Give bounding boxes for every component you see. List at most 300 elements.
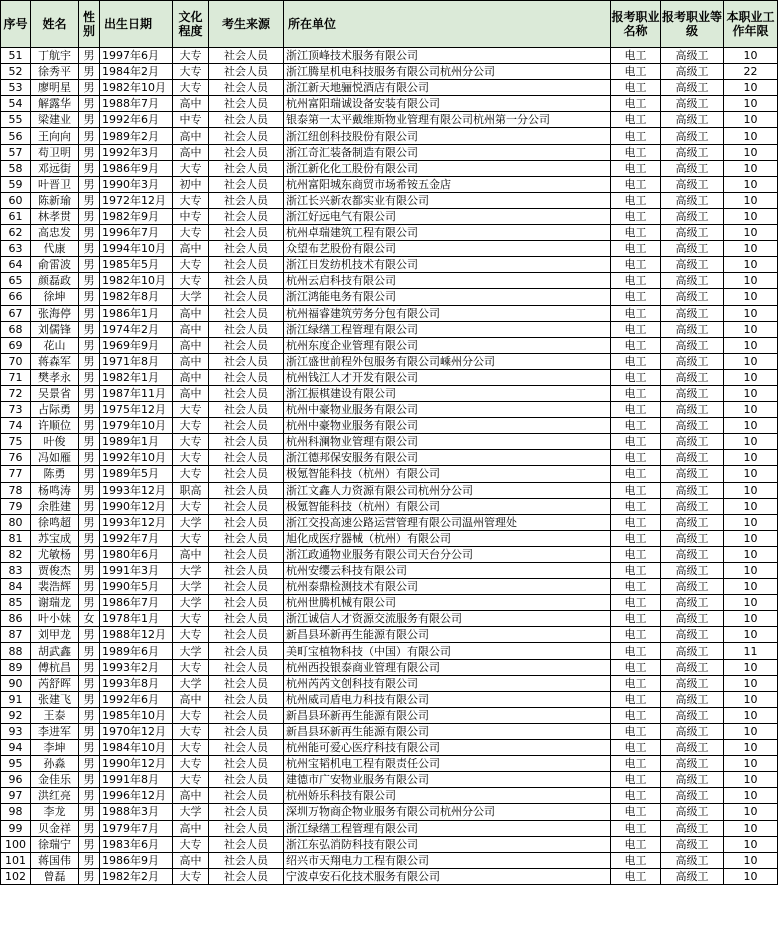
cell-birth: 1979年7月	[100, 820, 173, 836]
cell-birth: 1986年7月	[100, 595, 173, 611]
cell-level: 高级工	[661, 225, 724, 241]
cell-level: 高级工	[661, 353, 724, 369]
cell-seq: 68	[1, 321, 31, 337]
cell-source: 社会人员	[209, 868, 284, 884]
cell-edu: 大专	[173, 498, 209, 514]
cell-gender: 男	[79, 80, 100, 96]
cell-job: 电工	[611, 48, 661, 64]
cell-level: 高级工	[661, 369, 724, 385]
table-row	[1, 691, 778, 707]
cell-seq: 70	[1, 353, 31, 369]
cell-unit: 杭州东度企业管理有限公司	[284, 337, 611, 353]
cell-years: 10	[724, 96, 778, 112]
cell-years: 10	[724, 611, 778, 627]
cell-unit: 杭州世腾机械有限公司	[284, 595, 611, 611]
cell-unit: 杭州卓瑞建筑工程有限公司	[284, 225, 611, 241]
table-row	[1, 868, 778, 884]
cell-job: 电工	[611, 208, 661, 224]
cell-years: 10	[724, 450, 778, 466]
cell-seq: 52	[1, 64, 31, 80]
cell-job: 电工	[611, 96, 661, 112]
cell-birth: 1978年1月	[100, 611, 173, 627]
cell-name: 孙淼	[31, 756, 79, 772]
cell-years: 10	[724, 820, 778, 836]
cell-job: 电工	[611, 675, 661, 691]
cell-years: 10	[724, 836, 778, 852]
cell-job: 电工	[611, 466, 661, 482]
cell-unit: 杭州云启科技有限公司	[284, 273, 611, 289]
cell-years: 10	[724, 530, 778, 546]
cell-seq: 64	[1, 257, 31, 273]
cell-level: 高级工	[661, 160, 724, 176]
cell-source: 社会人员	[209, 482, 284, 498]
cell-source: 社会人员	[209, 225, 284, 241]
cell-name: 曾磊	[31, 868, 79, 884]
cell-seq: 101	[1, 852, 31, 868]
cell-name: 裴浩辉	[31, 579, 79, 595]
cell-name: 俞雷波	[31, 257, 79, 273]
cell-edu: 高中	[173, 820, 209, 836]
cell-years: 10	[724, 498, 778, 514]
cell-job: 电工	[611, 482, 661, 498]
cell-source: 社会人员	[209, 418, 284, 434]
cell-birth: 1996年12月	[100, 788, 173, 804]
cell-seq: 99	[1, 820, 31, 836]
cell-edu: 高中	[173, 305, 209, 321]
table-row	[1, 305, 778, 321]
cell-edu: 大专	[173, 466, 209, 482]
cell-birth: 1988年7月	[100, 96, 173, 112]
table-row	[1, 530, 778, 546]
table-row	[1, 627, 778, 643]
cell-level: 高级工	[661, 659, 724, 675]
cell-edu: 大学	[173, 563, 209, 579]
cell-unit: 银泰第一太平戴维斯物业管理有限公司杭州第一分公司	[284, 112, 611, 128]
cell-gender: 男	[79, 289, 100, 305]
cell-seq: 59	[1, 176, 31, 192]
cell-job: 电工	[611, 643, 661, 659]
cell-birth: 1985年5月	[100, 257, 173, 273]
table-row	[1, 241, 778, 257]
table-row	[1, 434, 778, 450]
cell-gender: 男	[79, 868, 100, 884]
table-row	[1, 723, 778, 739]
cell-years: 10	[724, 772, 778, 788]
cell-edu: 大专	[173, 756, 209, 772]
cell-unit: 旭化成医疗器械（杭州）有限公司	[284, 530, 611, 546]
cell-source: 社会人员	[209, 192, 284, 208]
cell-years: 10	[724, 546, 778, 562]
cell-seq: 61	[1, 208, 31, 224]
cell-edu: 大学	[173, 579, 209, 595]
cell-edu: 大专	[173, 530, 209, 546]
cell-unit: 浙江交投高速公路运营管理有限公司温州管理处	[284, 514, 611, 530]
cell-source: 社会人员	[209, 852, 284, 868]
cell-source: 社会人员	[209, 402, 284, 418]
table-row	[1, 643, 778, 659]
cell-edu: 职高	[173, 482, 209, 498]
cell-source: 社会人员	[209, 96, 284, 112]
cell-edu: 高中	[173, 96, 209, 112]
table-row	[1, 740, 778, 756]
cell-gender: 男	[79, 112, 100, 128]
cell-birth: 1987年11月	[100, 385, 173, 401]
cell-birth: 1988年3月	[100, 804, 173, 820]
cell-level: 高级工	[661, 305, 724, 321]
cell-years: 10	[724, 579, 778, 595]
cell-level: 高级工	[661, 563, 724, 579]
cell-source: 社会人员	[209, 498, 284, 514]
cell-edu: 大学	[173, 514, 209, 530]
cell-job: 电工	[611, 788, 661, 804]
cell-gender: 男	[79, 257, 100, 273]
cell-seq: 72	[1, 385, 31, 401]
cell-seq: 83	[1, 563, 31, 579]
cell-birth: 1992年6月	[100, 691, 173, 707]
cell-gender: 男	[79, 723, 100, 739]
cell-level: 高级工	[661, 128, 724, 144]
cell-source: 社会人员	[209, 369, 284, 385]
cell-gender: 男	[79, 64, 100, 80]
table-row	[1, 289, 778, 305]
table-row	[1, 80, 778, 96]
cell-gender: 男	[79, 546, 100, 562]
cell-edu: 大专	[173, 723, 209, 739]
cell-birth: 1975年12月	[100, 402, 173, 418]
cell-name: 陈新瑜	[31, 192, 79, 208]
cell-level: 高级工	[661, 96, 724, 112]
cell-unit: 浙江长兴新农都实业有限公司	[284, 192, 611, 208]
cell-level: 高级工	[661, 836, 724, 852]
cell-unit: 杭州西投银泰商业管理有限公司	[284, 659, 611, 675]
cell-name: 解露华	[31, 96, 79, 112]
cell-years: 10	[724, 563, 778, 579]
cell-edu: 大专	[173, 611, 209, 627]
cell-level: 高级工	[661, 112, 724, 128]
cell-years: 10	[724, 225, 778, 241]
cell-name: 廖明星	[31, 80, 79, 96]
cell-source: 社会人员	[209, 723, 284, 739]
cell-source: 社会人员	[209, 337, 284, 353]
cell-birth: 1974年2月	[100, 321, 173, 337]
cell-level: 高级工	[661, 579, 724, 595]
cell-seq: 56	[1, 128, 31, 144]
cell-years: 22	[724, 64, 778, 80]
cell-name: 杨鸣涛	[31, 482, 79, 498]
cell-unit: 浙江振棋建设有限公司	[284, 385, 611, 401]
table-row	[1, 659, 778, 675]
cell-name: 叶俊	[31, 434, 79, 450]
cell-gender: 男	[79, 772, 100, 788]
cell-edu: 大专	[173, 273, 209, 289]
cell-name: 王泰	[31, 707, 79, 723]
cell-years: 10	[724, 707, 778, 723]
cell-birth: 1979年10月	[100, 418, 173, 434]
cell-seq: 81	[1, 530, 31, 546]
cell-gender: 男	[79, 482, 100, 498]
cell-job: 电工	[611, 337, 661, 353]
cell-edu: 大专	[173, 740, 209, 756]
cell-gender: 男	[79, 418, 100, 434]
cell-seq: 60	[1, 192, 31, 208]
cell-edu: 大专	[173, 160, 209, 176]
cell-years: 10	[724, 353, 778, 369]
cell-years: 11	[724, 643, 778, 659]
cell-name: 蒋国伟	[31, 852, 79, 868]
cell-seq: 85	[1, 595, 31, 611]
table-row	[1, 804, 778, 820]
cell-edu: 高中	[173, 321, 209, 337]
cell-unit: 浙江绿缮工程管理有限公司	[284, 321, 611, 337]
cell-name: 刘甲龙	[31, 627, 79, 643]
cell-unit: 浙江纽创科技股份有限公司	[284, 128, 611, 144]
cell-edu: 大专	[173, 450, 209, 466]
table-row	[1, 482, 778, 498]
cell-level: 高级工	[661, 273, 724, 289]
cell-source: 社会人员	[209, 353, 284, 369]
cell-unit: 极氪智能科技（杭州）有限公司	[284, 466, 611, 482]
cell-seq: 86	[1, 611, 31, 627]
cell-birth: 1990年12月	[100, 756, 173, 772]
cell-edu: 大专	[173, 772, 209, 788]
cell-job: 电工	[611, 498, 661, 514]
cell-edu: 大专	[173, 257, 209, 273]
cell-level: 高级工	[661, 498, 724, 514]
header-edu: 文化程度	[173, 1, 209, 48]
cell-years: 10	[724, 740, 778, 756]
cell-birth: 1969年9月	[100, 337, 173, 353]
cell-job: 电工	[611, 128, 661, 144]
cell-source: 社会人员	[209, 321, 284, 337]
cell-gender: 男	[79, 128, 100, 144]
cell-seq: 92	[1, 707, 31, 723]
cell-years: 10	[724, 289, 778, 305]
cell-gender: 男	[79, 530, 100, 546]
table-row	[1, 48, 778, 64]
cell-source: 社会人员	[209, 643, 284, 659]
cell-years: 10	[724, 208, 778, 224]
cell-years: 10	[724, 192, 778, 208]
cell-gender: 男	[79, 788, 100, 804]
table-row	[1, 595, 778, 611]
cell-birth: 1982年8月	[100, 289, 173, 305]
cell-gender: 男	[79, 579, 100, 595]
table-row	[1, 707, 778, 723]
cell-source: 社会人员	[209, 466, 284, 482]
cell-name: 谢瑞龙	[31, 595, 79, 611]
cell-seq: 87	[1, 627, 31, 643]
cell-years: 10	[724, 305, 778, 321]
cell-birth: 1984年10月	[100, 740, 173, 756]
cell-gender: 男	[79, 836, 100, 852]
cell-years: 10	[724, 595, 778, 611]
header-gender: 性别	[79, 1, 100, 48]
cell-name: 徐秀平	[31, 64, 79, 80]
cell-job: 电工	[611, 385, 661, 401]
cell-edu: 大专	[173, 48, 209, 64]
cell-source: 社会人员	[209, 579, 284, 595]
cell-job: 电工	[611, 434, 661, 450]
table-row	[1, 128, 778, 144]
cell-job: 电工	[611, 225, 661, 241]
cell-years: 10	[724, 868, 778, 884]
cell-edu: 大专	[173, 627, 209, 643]
cell-gender: 男	[79, 305, 100, 321]
cell-edu: 高中	[173, 128, 209, 144]
cell-seq: 80	[1, 514, 31, 530]
cell-edu: 高中	[173, 691, 209, 707]
table-row	[1, 64, 778, 80]
cell-name: 贾俊杰	[31, 563, 79, 579]
header-years: 本职业工作年限	[724, 1, 778, 48]
cell-birth: 1993年12月	[100, 482, 173, 498]
cell-name: 刘儒锋	[31, 321, 79, 337]
cell-level: 高级工	[661, 241, 724, 257]
cell-birth: 1993年2月	[100, 659, 173, 675]
cell-level: 高级工	[661, 723, 724, 739]
cell-birth: 1993年12月	[100, 514, 173, 530]
cell-gender: 男	[79, 804, 100, 820]
cell-source: 社会人员	[209, 627, 284, 643]
cell-years: 10	[724, 48, 778, 64]
cell-name: 邓远街	[31, 160, 79, 176]
cell-name: 金佳乐	[31, 772, 79, 788]
cell-gender: 男	[79, 450, 100, 466]
cell-seq: 54	[1, 96, 31, 112]
cell-years: 10	[724, 675, 778, 691]
cell-unit: 浙江文鑫人力资源有限公司杭州分公司	[284, 482, 611, 498]
table-body	[1, 48, 778, 885]
cell-unit: 美町宝植物科技（中国）有限公司	[284, 643, 611, 659]
cell-level: 高级工	[661, 482, 724, 498]
cell-level: 高级工	[661, 740, 724, 756]
cell-gender: 男	[79, 208, 100, 224]
cell-level: 高级工	[661, 192, 724, 208]
cell-birth: 1992年10月	[100, 450, 173, 466]
cell-job: 电工	[611, 563, 661, 579]
table-row	[1, 466, 778, 482]
cell-years: 10	[724, 627, 778, 643]
cell-source: 社会人员	[209, 675, 284, 691]
cell-job: 电工	[611, 144, 661, 160]
cell-job: 电工	[611, 305, 661, 321]
cell-source: 社会人员	[209, 450, 284, 466]
cell-seq: 78	[1, 482, 31, 498]
cell-gender: 男	[79, 498, 100, 514]
cell-gender: 男	[79, 225, 100, 241]
cell-years: 10	[724, 514, 778, 530]
cell-level: 高级工	[661, 176, 724, 192]
cell-seq: 95	[1, 756, 31, 772]
cell-job: 电工	[611, 707, 661, 723]
cell-seq: 96	[1, 772, 31, 788]
cell-job: 电工	[611, 595, 661, 611]
table-row	[1, 160, 778, 176]
cell-edu: 高中	[173, 385, 209, 401]
cell-source: 社会人员	[209, 659, 284, 675]
cell-level: 高级工	[661, 868, 724, 884]
cell-gender: 男	[79, 273, 100, 289]
cell-name: 占际勇	[31, 402, 79, 418]
cell-edu: 大专	[173, 707, 209, 723]
table-row	[1, 514, 778, 530]
cell-gender: 男	[79, 756, 100, 772]
cell-gender: 男	[79, 48, 100, 64]
cell-seq: 58	[1, 160, 31, 176]
cell-edu: 高中	[173, 788, 209, 804]
cell-job: 电工	[611, 112, 661, 128]
cell-gender: 男	[79, 160, 100, 176]
cell-name: 苏宝成	[31, 530, 79, 546]
cell-gender: 男	[79, 241, 100, 257]
cell-gender: 男	[79, 707, 100, 723]
cell-level: 高级工	[661, 804, 724, 820]
cell-years: 10	[724, 402, 778, 418]
table-row	[1, 337, 778, 353]
cell-seq: 57	[1, 144, 31, 160]
table-row	[1, 273, 778, 289]
cell-level: 高级工	[661, 257, 724, 273]
cell-unit: 浙江顶峰技术服务有限公司	[284, 48, 611, 64]
cell-unit: 杭州芮芮文创科技有限公司	[284, 675, 611, 691]
cell-gender: 男	[79, 353, 100, 369]
cell-years: 10	[724, 418, 778, 434]
cell-gender: 男	[79, 144, 100, 160]
cell-source: 社会人员	[209, 611, 284, 627]
cell-job: 电工	[611, 820, 661, 836]
cell-gender: 男	[79, 176, 100, 192]
cell-edu: 高中	[173, 144, 209, 160]
cell-unit: 绍兴市天翔电力工程有限公司	[284, 852, 611, 868]
cell-seq: 93	[1, 723, 31, 739]
cell-source: 社会人员	[209, 546, 284, 562]
cell-level: 高级工	[661, 466, 724, 482]
cell-edu: 大专	[173, 434, 209, 450]
cell-edu: 大学	[173, 643, 209, 659]
cell-name: 徐鸣超	[31, 514, 79, 530]
cell-birth: 1992年6月	[100, 112, 173, 128]
cell-gender: 男	[79, 675, 100, 691]
cell-source: 社会人员	[209, 160, 284, 176]
cell-unit: 浙江绿缮工程管理有限公司	[284, 820, 611, 836]
table-row	[1, 852, 778, 868]
cell-level: 高级工	[661, 707, 724, 723]
cell-gender: 男	[79, 402, 100, 418]
cell-unit: 深圳万物商企物业服务有限公司杭州分公司	[284, 804, 611, 820]
cell-source: 社会人员	[209, 305, 284, 321]
cell-unit: 杭州泰鼎检测技术有限公司	[284, 579, 611, 595]
table-row	[1, 836, 778, 852]
cell-seq: 90	[1, 675, 31, 691]
cell-edu: 大专	[173, 418, 209, 434]
cell-job: 电工	[611, 64, 661, 80]
cell-job: 电工	[611, 514, 661, 530]
cell-years: 10	[724, 691, 778, 707]
cell-birth: 1971年8月	[100, 353, 173, 369]
header-job: 报考职业名称	[611, 1, 661, 48]
cell-source: 社会人员	[209, 740, 284, 756]
cell-unit: 极氪智能科技（杭州）有限公司	[284, 498, 611, 514]
cell-seq: 82	[1, 546, 31, 562]
cell-unit: 杭州富阳城东商贸市场希铵五金店	[284, 176, 611, 192]
cell-edu: 大专	[173, 659, 209, 675]
cell-source: 社会人员	[209, 385, 284, 401]
cell-seq: 55	[1, 112, 31, 128]
cell-birth: 1988年12月	[100, 627, 173, 643]
cell-gender: 男	[79, 820, 100, 836]
cell-birth: 1994年10月	[100, 241, 173, 257]
cell-level: 高级工	[661, 80, 724, 96]
